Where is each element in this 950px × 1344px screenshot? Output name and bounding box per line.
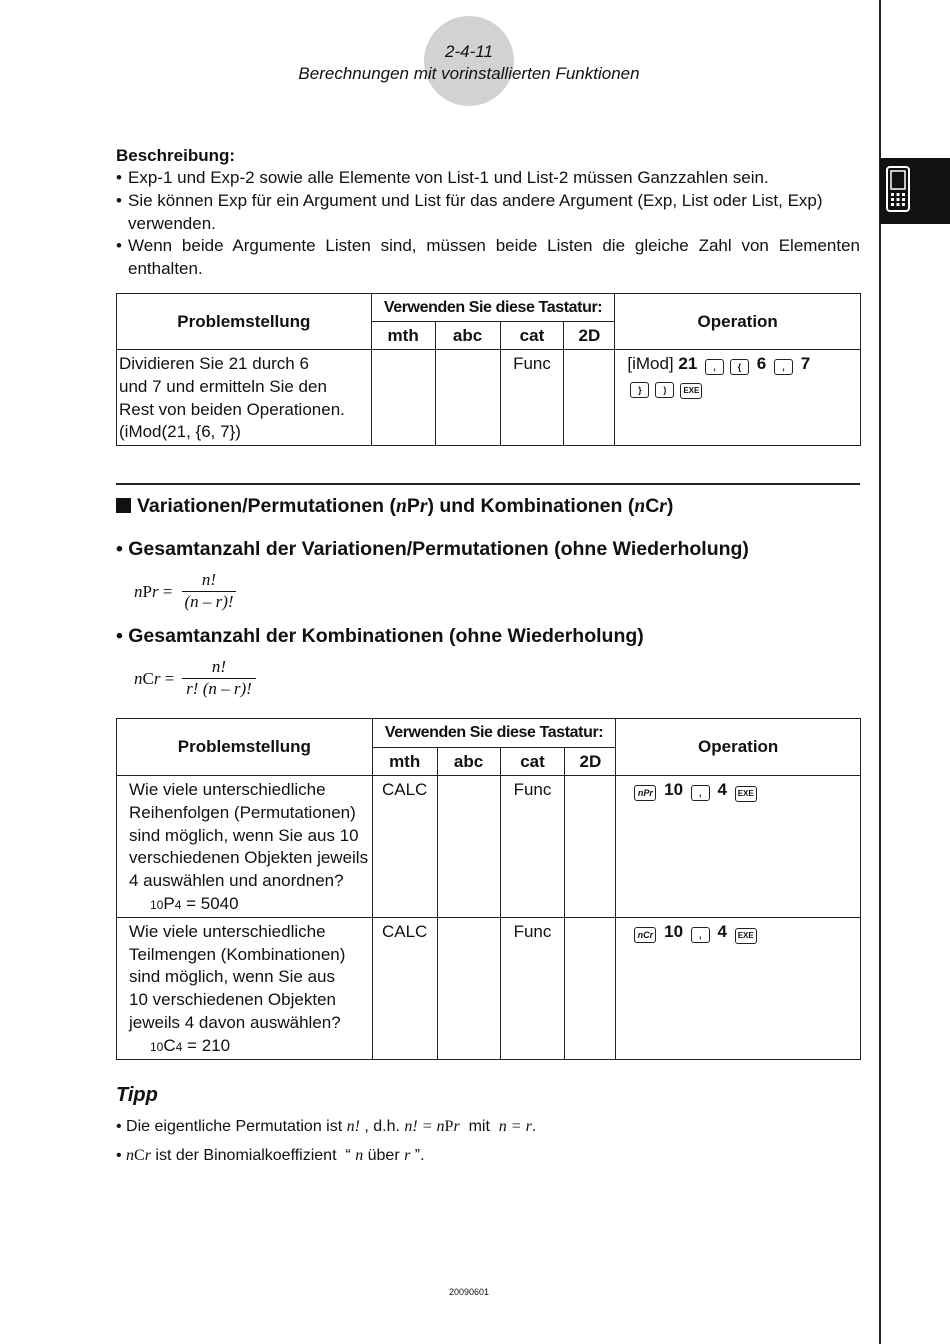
comb-fraction xyxy=(182,657,256,699)
result-value: = 210 xyxy=(182,1035,231,1055)
sym: n xyxy=(134,582,143,601)
problem-line: Wie viele unterschiedliche xyxy=(129,780,326,799)
problem-line: sind möglich, wenn Sie aus 10 xyxy=(129,825,359,845)
subsection-title-permutations: • Gesamtanzahl der Variationen/Permutationen (ohne Wiederholung) xyxy=(116,538,749,560)
ncr-key: nCr xyxy=(634,927,656,943)
tipp-part: über xyxy=(363,1147,405,1164)
2d-cell xyxy=(565,776,616,918)
square-bullet-icon xyxy=(116,498,131,513)
tipp-part: mit xyxy=(459,1118,499,1135)
numerator: n! xyxy=(201,570,217,589)
header-problem: Problemstellung xyxy=(117,294,372,350)
header-abc: abc xyxy=(437,748,500,776)
tipp-part: n xyxy=(126,1147,135,1164)
sym: r xyxy=(153,669,161,688)
keystroke-table-npr-ncr xyxy=(116,718,861,1060)
problem-cell xyxy=(117,350,372,446)
operand: 10 xyxy=(664,921,684,941)
operand: 10 xyxy=(664,780,684,799)
title-part: n xyxy=(634,496,646,517)
problem-line: 10 verschiedenen Objekten xyxy=(129,990,336,1010)
header-problem: Problemstellung xyxy=(117,719,373,776)
title-part: r xyxy=(659,496,667,517)
cat-cell: Func xyxy=(500,917,565,1059)
tipp-part: n xyxy=(355,1147,364,1164)
header-cat: cat xyxy=(500,748,565,776)
header-keyboard: Verwenden Sie diese Tastatur: xyxy=(372,719,616,748)
comma-key: , xyxy=(705,359,724,375)
table-row xyxy=(117,917,861,1059)
brace-open-key: { xyxy=(730,359,749,375)
result-sym: P xyxy=(163,893,175,913)
header-operation: Operation xyxy=(615,294,861,350)
tipp-line-2: • nCr ist der Binomialkoeffizient “ n über r ”. xyxy=(116,1147,425,1164)
problem-cell xyxy=(117,917,373,1059)
sym: r xyxy=(151,582,159,601)
tipp-part: n = r xyxy=(498,1118,532,1135)
operation-cell xyxy=(616,776,861,918)
tipp-part: n! xyxy=(346,1118,360,1135)
header-2d: 2D xyxy=(565,748,616,776)
header-abc: abc xyxy=(435,322,500,350)
tipp-part: Die eigentliche Permutation ist xyxy=(126,1118,347,1135)
tipp-part: C xyxy=(134,1147,145,1164)
cat-cell: Func xyxy=(500,350,564,446)
problem-line: Teilmengen (Kombinationen) xyxy=(129,944,346,964)
bullet-dot: • xyxy=(116,191,122,210)
description-bullet-3-line-2: enthalten. xyxy=(128,259,203,278)
denominator: (n – r)! xyxy=(184,592,234,611)
header-mth: mth xyxy=(372,748,437,776)
perm-formula-lhs xyxy=(134,582,172,602)
problem-line: Wie viele unterschiedliche xyxy=(129,921,326,941)
brace-close-key: } xyxy=(630,382,649,398)
numerator: n! xyxy=(211,657,227,676)
exe-key: EXE xyxy=(680,383,702,399)
result-pre: 10 xyxy=(150,897,164,912)
title-part: Variationen/Permutationen ( xyxy=(137,495,396,517)
header-cat: cat xyxy=(500,322,564,350)
tipp-line-1: • Die eigentliche Permutation ist n! , d.h. n! = nPr mit n = r. xyxy=(116,1118,537,1135)
header-operation: Operation xyxy=(616,719,861,776)
tipp-part: ”. xyxy=(410,1147,425,1164)
sym: n xyxy=(134,669,143,688)
abc-cell xyxy=(435,350,500,446)
bullet-dot: • xyxy=(116,168,122,187)
abc-cell xyxy=(437,917,500,1059)
problem-line: jeweils 4 davon auswählen? xyxy=(129,1012,341,1032)
tipp-part: . xyxy=(531,1118,537,1135)
problem-line: Reihenfolgen (Permutationen) xyxy=(129,802,356,822)
2d-cell xyxy=(564,350,615,446)
header-mth: mth xyxy=(371,322,435,350)
page-title: Berechnungen mit vorinstallierten Funktionen xyxy=(298,64,640,83)
tipp-part: P xyxy=(444,1118,454,1135)
problem-line: 4 auswählen und anordnen? xyxy=(129,871,344,891)
problem-line: (iMod(21, {6, 7}) xyxy=(119,422,241,442)
2d-cell xyxy=(565,917,616,1059)
tipp-part: r xyxy=(404,1147,411,1164)
comma-key: , xyxy=(774,359,793,375)
problem-line: verschiedenen Objekten jeweils xyxy=(129,848,369,868)
description-bullet-1: Exp-1 und Exp-2 sowie alle Elemente von List-1 und List-2 müssen Ganzzahlen sein. xyxy=(128,168,769,187)
title-part: n xyxy=(395,496,407,517)
problem-line: sind möglich, wenn Sie aus xyxy=(129,967,336,987)
exe-key: EXE xyxy=(735,786,757,802)
result-sub: 4 xyxy=(174,897,182,912)
tipp-part: , d.h. xyxy=(359,1118,405,1135)
description-heading: Beschreibung: xyxy=(116,146,236,165)
problem-cell xyxy=(117,776,373,918)
title-part: ) xyxy=(666,495,674,517)
paren-close-key: ) xyxy=(655,382,674,398)
sym: P xyxy=(142,582,152,601)
operation-cell xyxy=(615,350,861,446)
chapter-tab xyxy=(880,158,950,224)
npr-key: nPr xyxy=(634,785,656,801)
operand: 4 xyxy=(717,921,727,941)
result-pre: 10 xyxy=(150,1039,164,1054)
problem-line: Dividieren Sie 21 durch 6 xyxy=(119,354,309,373)
operation-cell xyxy=(616,917,861,1059)
header-2d: 2D xyxy=(564,322,615,350)
imod-label: [iMod] xyxy=(627,354,674,373)
problem-line: Rest von beiden Operationen. xyxy=(119,399,345,419)
tipp-part: n! = n xyxy=(404,1118,445,1135)
problem-line: und 7 und ermitteln Sie den xyxy=(119,376,327,396)
result-sym: C xyxy=(163,1035,176,1055)
cat-cell: Func xyxy=(500,776,565,918)
tipp-part: r xyxy=(453,1118,460,1135)
comb-formula-lhs xyxy=(134,669,174,689)
comma-key: , xyxy=(691,927,710,943)
description-bullet-3-line-1: Wenn beide Argumente Listen sind, müssen beide Listen die gleiche Zahl von Elementen xyxy=(128,236,860,255)
section-number: 2-4-11 xyxy=(445,42,493,61)
subsection-title-combinations: • Gesamtanzahl der Kombinationen (ohne Wiederholung) xyxy=(116,625,644,647)
title-part: r xyxy=(419,496,428,517)
result-line xyxy=(129,1035,372,1059)
tipp-part: r xyxy=(144,1147,151,1164)
mth-cell xyxy=(371,350,435,446)
title-part: P xyxy=(406,495,420,517)
exe-key: EXE xyxy=(735,928,757,944)
subsection-text: Gesamtanzahl der Variationen/Permutationen (ohne Wiederholung) xyxy=(128,538,749,560)
description-bullet-2-line-2: verwenden. xyxy=(128,214,216,233)
mth-cell: CALC xyxy=(372,917,437,1059)
header-keyboard: Verwenden Sie diese Tastatur: xyxy=(371,294,615,322)
tipp-heading: Tipp xyxy=(116,1084,158,1106)
abc-cell xyxy=(437,776,500,918)
bullet-dot: • xyxy=(116,236,122,255)
mth-cell: CALC xyxy=(372,776,437,918)
subsection-text: Gesamtanzahl der Kombinationen (ohne Wiederholung) xyxy=(128,625,644,647)
calculator-icon xyxy=(886,166,910,212)
result-value: = 5040 xyxy=(181,893,239,913)
operand: 21 xyxy=(678,354,698,373)
section-divider xyxy=(116,483,860,485)
operand: 6 xyxy=(756,354,767,373)
sym: = xyxy=(164,669,175,688)
operand: 4 xyxy=(717,780,727,799)
table-row xyxy=(117,350,861,446)
denominator: r! (n – r)! xyxy=(186,679,252,698)
keystroke-table-imod xyxy=(116,293,861,446)
title-part: ) und Kombinationen ( xyxy=(427,495,635,517)
table-row xyxy=(117,776,861,918)
comma-key: , xyxy=(691,785,710,801)
operand: 7 xyxy=(800,354,811,373)
result-line xyxy=(129,893,372,917)
result-sub: 4 xyxy=(175,1039,183,1054)
section-title xyxy=(116,495,673,518)
sym: = xyxy=(162,582,173,601)
title-part: C xyxy=(645,495,660,517)
footer-code: 20090601 xyxy=(448,1287,490,1297)
perm-fraction xyxy=(182,570,236,612)
tipp-part: ist der Binomialkoeffizient “ xyxy=(150,1147,356,1164)
sym: C xyxy=(142,669,154,688)
description-bullet-2-line-1: Sie können Exp für ein Argument und List für das andere Argument (Exp, List oder List, Exp) xyxy=(128,191,823,210)
